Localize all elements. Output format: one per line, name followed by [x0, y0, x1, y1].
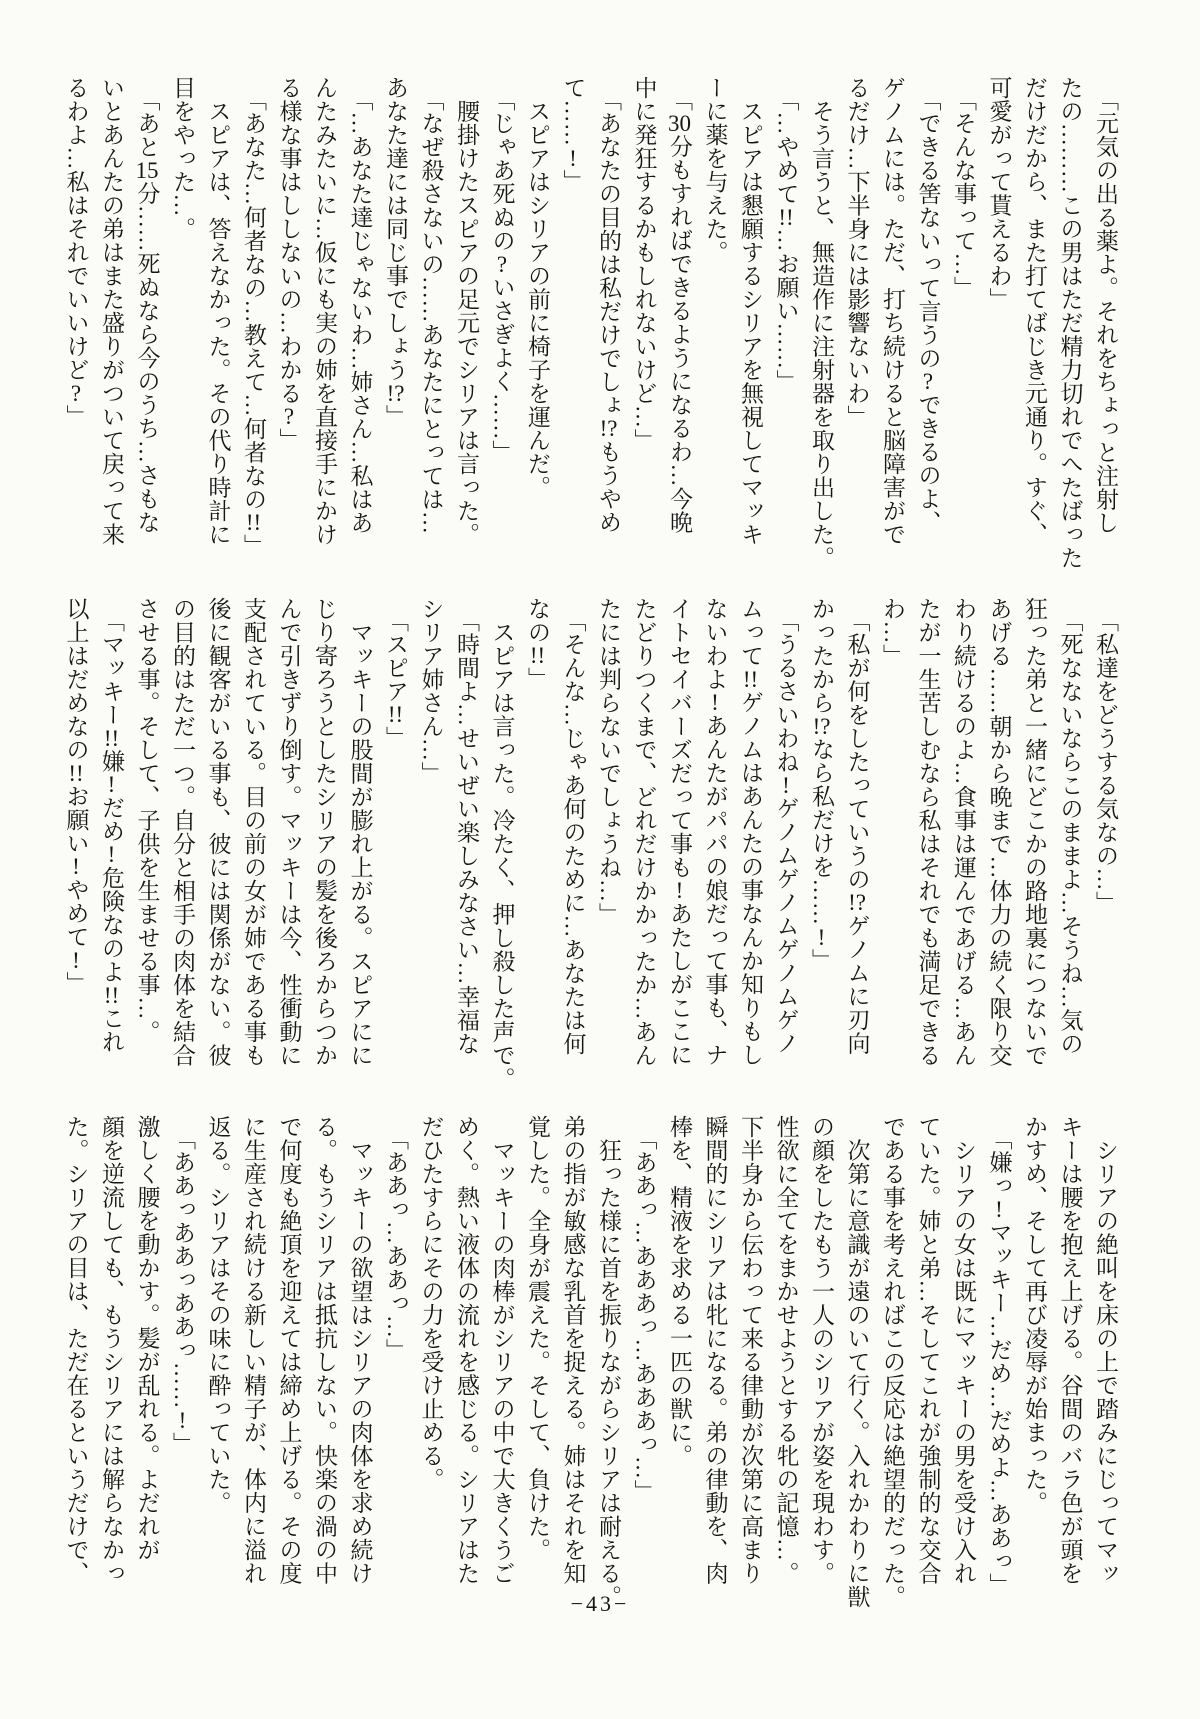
text-column: 「30分もすればできるようになるわ…今晩: [667, 76, 692, 534]
text-column: キーは腰を抱え上げる。谷間のバラ色が頭を: [1057, 1115, 1083, 1585]
text-column: 目をやった…。: [170, 76, 195, 241]
text-column: るだけ…下半身には影響ないわ」: [844, 76, 870, 429]
text-column: 「死なないならこのままよ…そうね…気の: [1057, 597, 1083, 1056]
text-column: 後に観客がいる事も、彼には関係がない。彼: [205, 597, 231, 1067]
text-column: ムって!!ゲノムはあんたの事なんか知りもし: [738, 597, 763, 1067]
text-column: で何度も絶頂を迎えては締め上げる。その度: [276, 1115, 302, 1585]
text-column: 次第に意識が遠のいて行く。入れかわりに獣: [844, 1115, 870, 1609]
text-column: 「あと15分……死ぬなら今のうち…さもな: [134, 76, 160, 534]
text-column: 「ああっ…あああっ…あああっ…」: [631, 1115, 657, 1503]
text-column: 中に発狂するかもしれないけど…」: [631, 76, 657, 452]
text-column: たどりつくまで、どれだけかかったか…あん: [631, 597, 657, 1067]
text-column: んで引きずり倒す。マッキーは今、性衝動に: [276, 597, 302, 1067]
text-column: 顔を逆流しても、もうシリアには解らなかっ: [99, 1115, 124, 1585]
text-column: 狂った様に首を振りながらシリアは耐える。: [596, 1115, 621, 1609]
text-column: たが一生苦しむなら私はそれでも満足できる: [915, 597, 941, 1067]
text-column: だけだから、また打てばじき元通り。すぐ、: [1022, 76, 1047, 546]
text-column: 「うるさいわね!ゲノムゲノムゲノムゲノ: [773, 597, 799, 1055]
text-column: 可愛がって貰えるわ」: [986, 76, 1012, 311]
text-column: あなた達には同じ事でしょう!?」: [383, 76, 408, 428]
text-column: る様な事はししないの…わかる?」: [276, 76, 302, 452]
text-column: 下半身から伝わって来る律動が次第に高まり: [738, 1115, 763, 1585]
text-column: ゲノムには。ただ、打ち続けると脳障害がで: [880, 76, 905, 546]
text-column: である事を考えればこの反応は絶望的だった。: [880, 1115, 905, 1609]
text-column: 「そんな事って…」: [951, 76, 976, 300]
text-column: んたみたいに…仮にも実の姉を直接手にかけ: [312, 76, 337, 546]
text-column: わり続けるのよ…食事は運んであげる…あん: [951, 597, 976, 1067]
text-column: 「ああっ…ああっ…」: [383, 1115, 408, 1362]
text-column: 狂った弟と一緒にどこかの路地裏につないで: [1022, 597, 1047, 1067]
text-block-top: [57, 76, 1123, 581]
text-column: 「じゃあ死ぬの?いさぎよく……」: [489, 76, 515, 464]
text-column: 激しく腰を動かす。髪が乱れる。よだれが: [134, 1115, 160, 1562]
text-column: る。もうシリアは抵抗しない。快楽の渦の中: [312, 1115, 337, 1585]
text-column: マッキーの肉棒がシリアの中で大きくうご: [489, 1115, 515, 1585]
text-column: 腰掛けたスピアの足元でシリアは言った。: [454, 76, 479, 546]
text-column: るわよ…私はそれでいいけど?」: [63, 76, 89, 428]
text-column: シリアの女は既にマッキーの男を受け入れ: [951, 1115, 976, 1585]
text-column: 弟の指が敏感な乳首を捉える。姉はそれを知: [560, 1115, 586, 1585]
text-column: 「…やめて!!…お願い……」: [773, 76, 799, 393]
text-column: に生産され続ける新しい精子が、体内に溢れ: [241, 1115, 266, 1585]
text-column: あげる……朝から晩まで…体力の続く限り交: [986, 597, 1012, 1067]
text-block-bottom: [57, 1115, 1123, 1620]
text-column: 以上はだめなの!!お願い!やめて!」: [63, 597, 89, 995]
text-column: シリアの絶叫を床の上で踏みにじってマッ: [1093, 1115, 1118, 1585]
text-column: シリア姉さん…」: [418, 597, 444, 785]
text-column: 「あなた…何者なの…教えて…何者なの!!」: [241, 76, 266, 558]
text-column: 支配されている。目の前の女が姉である事も: [241, 597, 266, 1067]
text-column: 「ああっああっああっ……!」: [170, 1115, 195, 1456]
text-column: 「そんな…じゃあ何のために…あなたは何: [560, 597, 586, 1056]
text-column: た。シリアの目は、ただ在るというだけで、: [63, 1115, 89, 1585]
text-column: かったから!?なら私だけを……!」: [809, 597, 834, 972]
text-column: イトセイバーズだって事も!あたしがここに: [667, 597, 692, 1067]
text-column: 「できる筈ないって言うの?できるのよ、: [915, 76, 941, 534]
text-column: じり寄ろうとしたシリアの髪を後ろからつか: [312, 597, 337, 1067]
text-column: スピアは、答えなかった。その代り時計に: [205, 76, 231, 546]
text-column: スピアは懇願するシリアを無視してマッキ: [738, 76, 763, 546]
text-column: スピアは言った。冷たく、押し殺した声で。: [489, 597, 515, 1091]
text-column: マッキーの股間が膨れ上がる。スピアにに: [347, 597, 373, 1067]
text-column: 返る。シリアはその味に酔っていた。: [205, 1115, 231, 1515]
text-column: 「…あなた達じゃないわ…姉さん…私はあ: [347, 76, 373, 535]
text-column: たには判らないでしょうね…」: [596, 597, 621, 926]
page-number: −43−: [570, 1591, 630, 1616]
text-column: ないわよ!あんたがパパの娘だって事も、ナ: [702, 597, 728, 1067]
text-column: 「マッキー!!嫌!だめ!危険なのよ!!これ: [99, 597, 124, 1054]
text-column: 「スピア!!」: [383, 597, 408, 750]
text-column: 「嫌っ!マッキー…だめ…だめよ…ああっ」: [986, 1115, 1012, 1597]
text-column: いとあんたの弟はまた盛りがついて戻って来: [99, 76, 124, 546]
text-column: 「時間よ…せいぜい楽しみなさい…幸福な: [454, 597, 479, 1056]
text-column: たの………この男はただ精力切れでへたばった: [1057, 76, 1083, 570]
text-column: わ…」: [880, 597, 905, 668]
text-column: ーに薬を与えた。: [702, 76, 728, 264]
text-column: 覚した。全身が震えた。そして、負けた。: [525, 1115, 550, 1562]
text-column: かすめ、そして再び凌辱が始まった。: [1022, 1115, 1047, 1515]
text-column: の顔をしたもう一人のシリアが姿を現わす。: [809, 1115, 834, 1585]
text-column: 瞬間的にシリアは牝になる。弟の律動を、肉: [702, 1115, 728, 1585]
text-column: 「私達をどうする気なの…」: [1093, 597, 1118, 915]
text-column: マッキーの欲望はシリアの肉体を求め続け: [347, 1115, 373, 1585]
text-column: 「私が何をしたっていうの!?ゲノムに刃向: [844, 597, 870, 1055]
text-column: 棒を、精液を求める一匹の獣に。: [667, 1115, 692, 1468]
text-column: て……!」: [560, 76, 586, 193]
text-column: そう言うと、無造作に注射器を取り出した。: [809, 76, 834, 570]
text-column: 「なぜ殺さないの……あなたにとっては…: [418, 76, 444, 535]
text-column: ていた。姉と弟…そしてこれが強制的な交合: [915, 1115, 941, 1585]
text-column: させる事。そして、子供を生ませる事…。: [134, 597, 160, 1044]
text-column: スピアはシリアの前に椅子を運んだ。: [525, 76, 550, 499]
text-column: だひたすらにその力を受け止める。: [418, 1115, 444, 1491]
text-block-middle: [57, 597, 1123, 1102]
text-column: の目的はただ一つ。自分と相手の肉体を結合: [170, 597, 195, 1067]
text-column: 「元気の出る薬よ。それをちょっと注射し: [1093, 76, 1118, 535]
text-column: 性欲に全てをまかせようとする牝の記憶…。: [773, 1115, 799, 1585]
text-column: めく。熱い液体の流れを感じる。シリアはた: [454, 1115, 479, 1585]
text-column: 「あなたの目的は私だけでしょ!?もうやめ: [596, 76, 621, 534]
text-column: なの!!」: [525, 597, 550, 691]
